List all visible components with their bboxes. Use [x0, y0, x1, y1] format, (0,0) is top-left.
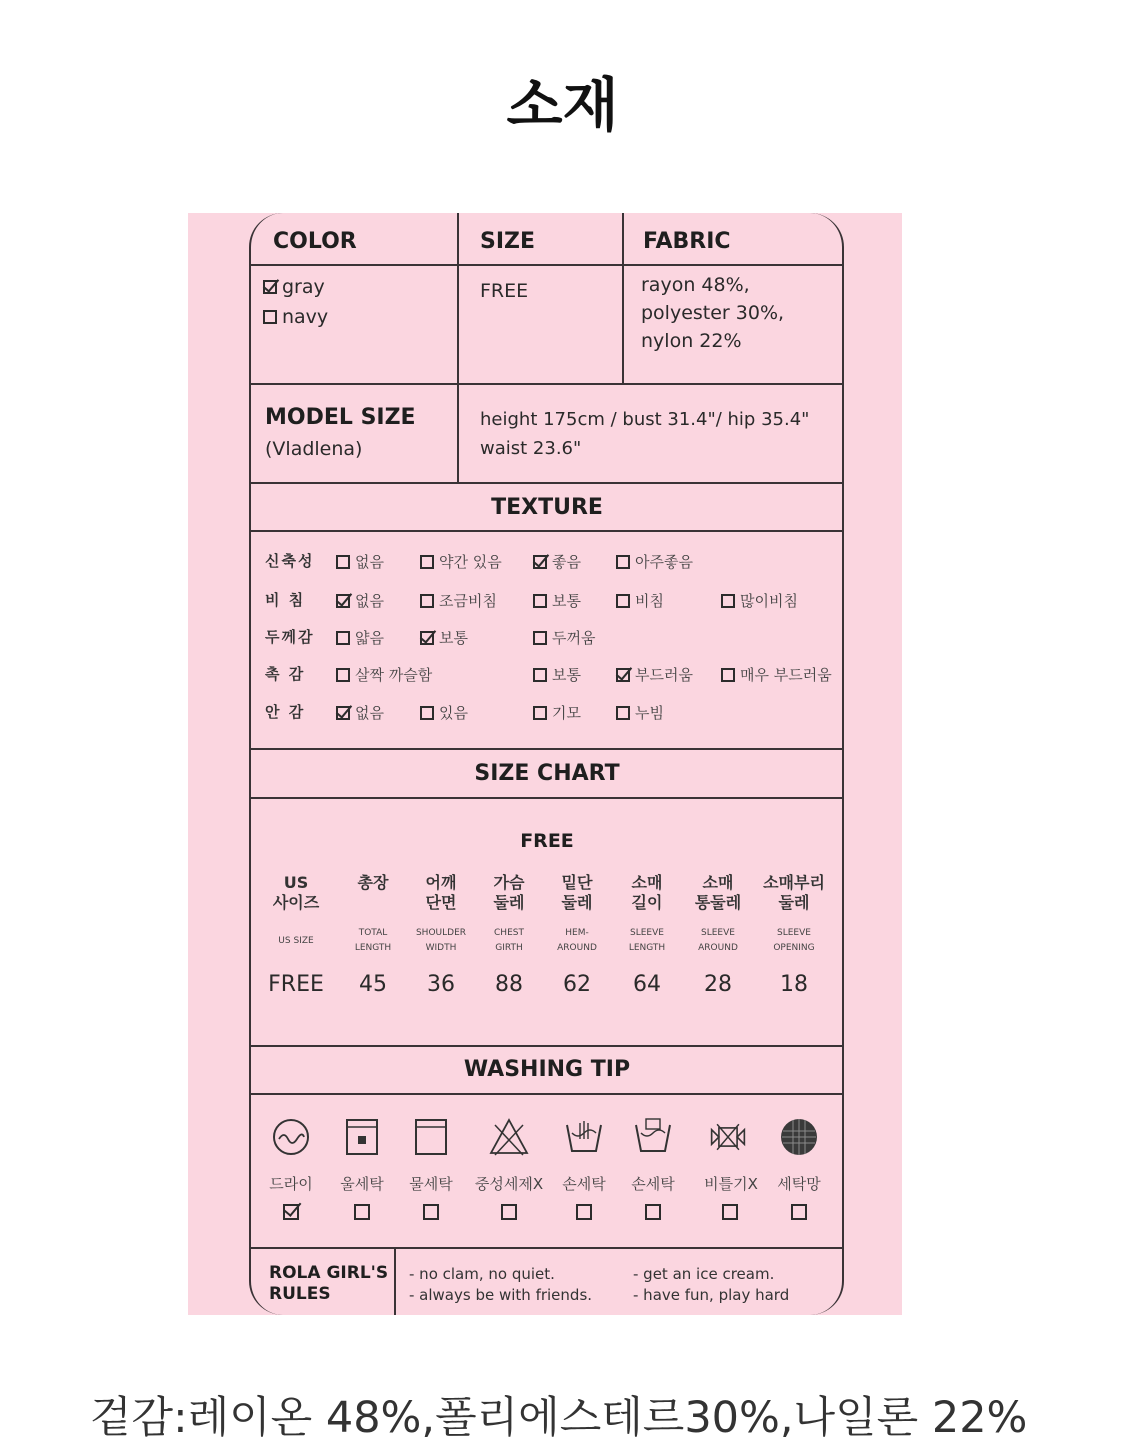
- texture-option: 없음: [336, 702, 384, 723]
- size-chart-subtitle: FREE: [520, 830, 574, 852]
- checkbox-empty-icon: [576, 1204, 592, 1220]
- divider: [251, 530, 843, 532]
- checkbox-checked-icon: [263, 280, 277, 294]
- checkbox-empty-icon: [616, 555, 630, 569]
- texture-option: 얇음: [336, 627, 384, 648]
- wool-wash-icon: [342, 1117, 382, 1157]
- texture-option: 좋음: [533, 551, 581, 572]
- checkbox-empty-icon: [533, 706, 547, 720]
- color-option-navy: navy: [263, 306, 328, 328]
- checkbox-empty-icon: [722, 1204, 738, 1220]
- no-wring-icon: [708, 1117, 748, 1157]
- checkbox-empty-icon: [420, 706, 434, 720]
- divider: [251, 1247, 843, 1249]
- size-col-subheader: TOTAL LENGTH: [354, 928, 392, 953]
- texture-option: 살짝 까슬함: [336, 664, 432, 685]
- size-col-value: 88: [495, 972, 523, 997]
- texture-option: 보통: [533, 590, 581, 611]
- model-size-label: MODEL SIZE: [265, 405, 416, 430]
- texture-row-label: 안 감: [265, 703, 306, 721]
- size-col-subheader: US SIZE: [278, 936, 314, 946]
- checkbox-empty-icon: [791, 1204, 807, 1220]
- divider: [457, 383, 459, 482]
- texture-option: 누빔: [616, 702, 664, 723]
- divider: [251, 264, 843, 266]
- size-col-header: 밑단 둘레: [561, 873, 593, 912]
- checkbox-empty-icon: [721, 594, 735, 608]
- size-value: FREE: [480, 280, 529, 302]
- divider: [251, 383, 843, 385]
- checkbox-empty-icon: [721, 668, 735, 682]
- checkbox-checked-icon: [420, 631, 434, 645]
- fabric-line-2: polyester 30%,: [641, 302, 785, 324]
- checkbox-empty-icon: [420, 594, 434, 608]
- fabric-line-3: nylon 22%: [641, 330, 742, 352]
- texture-option: 있음: [420, 702, 468, 723]
- size-col-value: 18: [780, 972, 808, 997]
- texture-row-label: 두께감: [265, 628, 315, 646]
- texture-option: 두꺼움: [533, 627, 595, 648]
- divider: [251, 1093, 843, 1095]
- washing-label: 드라이: [269, 1175, 313, 1193]
- washing-label: 중성세제X: [474, 1175, 544, 1193]
- checkbox-checked-icon: [283, 1204, 299, 1220]
- checkbox-checked-icon: [533, 555, 547, 569]
- checkbox-empty-icon: [616, 706, 630, 720]
- checkbox-checked-icon: [616, 668, 630, 682]
- checkbox-empty-icon: [423, 1204, 439, 1220]
- size-col-subheader: HEM- AROUND: [557, 928, 597, 953]
- texture-option: 조금비침: [420, 590, 497, 611]
- divider: [622, 213, 624, 383]
- divider: [251, 1045, 843, 1047]
- texture-option: 없음: [336, 590, 384, 611]
- size-col-subheader: SLEEVE LENGTH: [628, 928, 666, 953]
- washing-tip-label: WASHING TIP: [463, 1057, 631, 1082]
- model-name: (Vladlena): [265, 438, 363, 460]
- rules-right: - get an ice cream. - have fun, play hard: [633, 1265, 790, 1304]
- size-col-header: US 사이즈: [272, 873, 320, 912]
- texture-label: TEXTURE: [491, 495, 603, 520]
- size-label: SIZE: [480, 229, 536, 254]
- size-col-header: 소매부리 둘레: [763, 873, 825, 912]
- divider: [251, 482, 843, 484]
- size-col-header: 가슴 둘레: [493, 873, 525, 912]
- washing-label: 손세탁: [631, 1175, 675, 1193]
- size-col-header: 소매 길이: [631, 873, 663, 912]
- checkbox-empty-icon: [336, 555, 350, 569]
- texture-row-label: 촉 감: [265, 665, 306, 683]
- checkbox-empty-icon: [533, 668, 547, 682]
- texture-option: 많이비침: [721, 590, 798, 611]
- size-col-value: 36: [427, 972, 455, 997]
- color-option-gray: gray: [263, 276, 325, 298]
- hand-wash-2-icon: [633, 1117, 673, 1157]
- size-col-header: 총장: [357, 873, 389, 892]
- texture-option: 기모: [533, 702, 581, 723]
- checkbox-empty-icon: [420, 555, 434, 569]
- rules-left: - no clam, no quiet. - always be with friends.: [409, 1265, 593, 1304]
- washing-label: 세탁망: [777, 1175, 821, 1193]
- size-col-value: FREE: [268, 972, 324, 997]
- checkbox-checked-icon: [336, 594, 350, 608]
- fabric-line-1: rayon 48%,: [641, 274, 750, 296]
- divider: [251, 797, 843, 799]
- checkbox-empty-icon: [533, 631, 547, 645]
- texture-option: 약간 있음: [420, 551, 502, 572]
- size-col-header: 어깨 단면: [425, 873, 457, 912]
- washing-label: 울세탁: [340, 1175, 384, 1193]
- checkbox-empty-icon: [354, 1204, 370, 1220]
- laundry-net-icon: [779, 1117, 819, 1157]
- size-col-subheader: SHOULDER WIDTH: [415, 928, 467, 953]
- size-col-subheader: SLEEVE AROUND: [698, 928, 738, 953]
- checkbox-empty-icon: [501, 1204, 517, 1220]
- divider: [394, 1247, 396, 1315]
- texture-row-label: 비 침: [265, 591, 306, 609]
- divider: [251, 748, 843, 750]
- checkbox-empty-icon: [263, 310, 277, 324]
- dry-clean-icon: [271, 1117, 311, 1157]
- checkbox-empty-icon: [336, 668, 350, 682]
- checkbox-empty-icon: [645, 1204, 661, 1220]
- texture-option: 아주좋음: [616, 551, 693, 572]
- washing-label: 손세탁: [562, 1175, 606, 1193]
- texture-option: 매우 부드러움: [721, 664, 832, 685]
- size-col-header: 소매 통둘레: [694, 873, 742, 912]
- size-col-subheader: CHEST GIRTH: [494, 928, 524, 953]
- page-title: 소재: [506, 71, 619, 139]
- checkbox-empty-icon: [616, 594, 630, 608]
- fabric-label: FABRIC: [643, 229, 731, 254]
- texture-option: 보통: [420, 627, 468, 648]
- size-col-value: 62: [563, 972, 591, 997]
- hand-wash-icon: [564, 1117, 604, 1157]
- washing-label: 물세탁: [409, 1175, 453, 1193]
- model-measurements-2: waist 23.6": [480, 438, 582, 459]
- size-chart-label: SIZE CHART: [474, 761, 620, 786]
- texture-row-label: 신축성: [265, 552, 315, 570]
- fabric-composition-text: 겉감:레이온 48%,폴리에스테르30%,나일론 22%: [90, 1393, 1028, 1443]
- size-col-value: 45: [359, 972, 387, 997]
- model-measurements-1: height 175cm / bust 31.4"/ hip 35.4": [480, 409, 810, 430]
- texture-option: 보통: [533, 664, 581, 685]
- size-col-value: 28: [704, 972, 732, 997]
- checkbox-empty-icon: [336, 631, 350, 645]
- checkbox-empty-icon: [533, 594, 547, 608]
- washing-label: 비틀기X: [704, 1175, 758, 1193]
- checkbox-checked-icon: [336, 706, 350, 720]
- rules-label: ROLA GIRL'S RULES: [269, 1263, 389, 1304]
- divider: [457, 213, 459, 383]
- water-wash-icon: [411, 1117, 451, 1157]
- size-col-value: 64: [633, 972, 661, 997]
- color-label: COLOR: [273, 229, 357, 254]
- no-neutral-detergent-icon: [489, 1117, 529, 1157]
- texture-option: 부드러움: [616, 664, 693, 685]
- texture-option: 없음: [336, 551, 384, 572]
- texture-option: 비침: [616, 590, 664, 611]
- size-col-subheader: SLEEVE OPENING: [773, 928, 815, 953]
